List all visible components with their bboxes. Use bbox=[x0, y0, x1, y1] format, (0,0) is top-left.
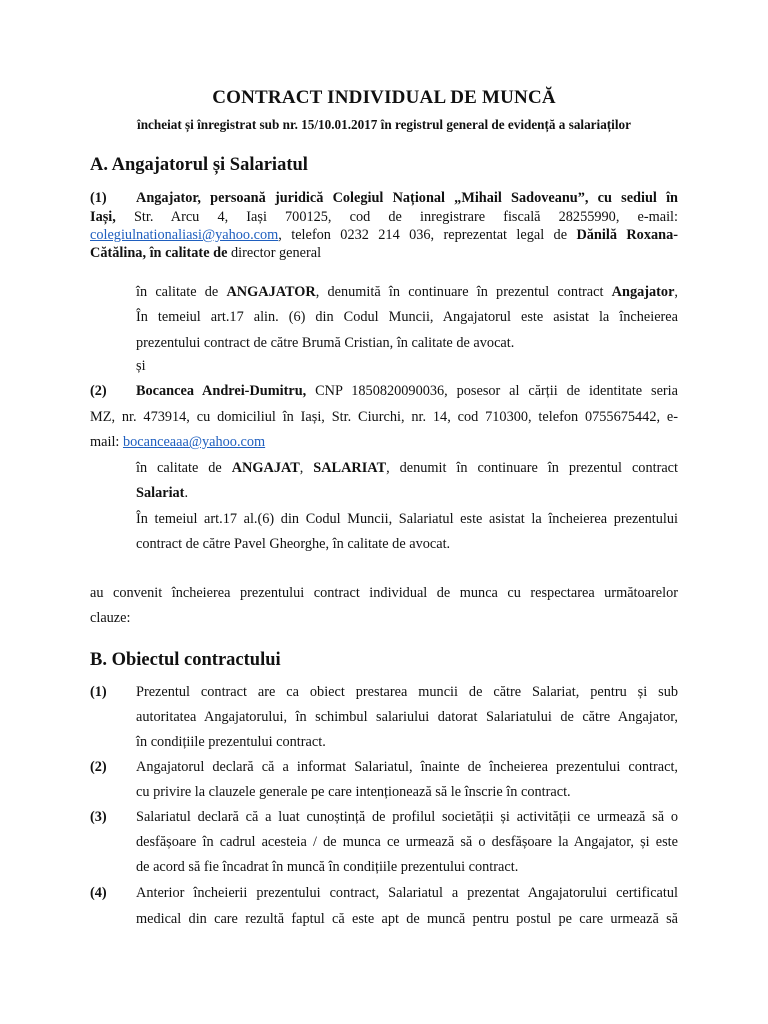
clause-b3-line-2: desfășoare în cadrul acesteia / de munca ce urmează să o desfășoare la Angajator, și este bbox=[136, 834, 678, 850]
clause-a2-number: (2) bbox=[90, 383, 107, 399]
clause-a2-line-1 bbox=[136, 383, 678, 400]
clause-a1-line-1 bbox=[136, 190, 678, 207]
section-a-heading: A. Angajatorul și Salariatul bbox=[90, 155, 308, 175]
clause-b1-line-1: Prezentul contract are ca obiect prestarea muncii de către Salariat, pentru și sub bbox=[136, 684, 678, 700]
employer-phone-text: , telefon 0232 214 036, reprezentat legal de bbox=[278, 227, 577, 243]
legal-representative-name-cont: Cătălina bbox=[90, 245, 143, 261]
employer-role-keyword: ANGAJATOR bbox=[226, 284, 316, 300]
agreement-line-1: au convenit încheierea prezentului contract individual de munca cu respectarea următoarelor bbox=[90, 585, 678, 601]
clause-b1-line-3: în condițiile prezentului contract. bbox=[136, 734, 326, 750]
clause-b4-line-1: Anterior încheierii prezentului contract, Salariatul a prezentat Angajatorului certificatul bbox=[136, 885, 678, 901]
employee-email-link[interactable]: bocanceaaa@yahoo.com bbox=[122, 434, 266, 450]
employer-assist-line-1: În temeiul art.17 alin. (6) din Codul Muncii, Angajatorul este asistat la încheierea bbox=[136, 309, 678, 325]
employee-name: Bocancea Andrei-Dumitru, bbox=[136, 383, 307, 399]
employer-address: Str. Arcu 4, Iași 700125, cod de inregistrare fiscală 28255990, e-mail: bbox=[115, 209, 678, 225]
employee-role-text-1: în calitate de bbox=[136, 460, 232, 476]
document-subtitle: încheiat și înregistrat sub nr. 15/10.01.2017 în registrul general de evidență a salariaților bbox=[137, 117, 631, 132]
employer-role-text-3: , bbox=[674, 284, 678, 300]
employer-identity: Angajator, persoană juridică Colegiul Național „Mihail Sadoveanu”, cu sediul în bbox=[136, 190, 678, 206]
clause-a2-line-2: MZ, nr. 473914, cu domiciliul în Iași, Str. Ciurchi, nr. 14, cod 710300, telefon 0755675442, e- bbox=[90, 409, 678, 425]
employee-short-name: Salariat bbox=[136, 485, 185, 501]
clause-b1-number: (1) bbox=[90, 684, 107, 700]
employee-role-text-2: , bbox=[299, 460, 314, 476]
clause-a1-line-3 bbox=[90, 227, 678, 244]
employer-short-name: Angajator bbox=[611, 284, 675, 300]
clause-b2-line-1: Angajatorul declară că a informat Salariatul, înainte de încheierea prezentului contract, bbox=[136, 759, 678, 775]
agreement-line-2: clauze: bbox=[90, 610, 131, 626]
employee-role-text-4: . bbox=[184, 485, 189, 501]
employer-role-text-2: , denumită în continuare în prezentul contract bbox=[315, 284, 612, 300]
clause-a2-line-3 bbox=[90, 434, 265, 451]
clause-a1-line-2 bbox=[90, 209, 678, 226]
clause-b3-line-1: Salariatul declară că a luat cunoștință de profilul societății și activității ce urmează să o bbox=[136, 809, 678, 825]
employer-role-line bbox=[136, 284, 678, 301]
clause-a1-number: (1) bbox=[90, 190, 107, 206]
clause-b2-line-2: cu privire la clauzele generale pe care intenționează să le înscrie în contract. bbox=[136, 784, 571, 800]
employer-assist-line-2: prezentului contract de către Brumă Cristian, în calitate de avocat. bbox=[136, 335, 515, 351]
representative-role: director general bbox=[227, 245, 322, 261]
employee-role-line-2 bbox=[136, 485, 188, 502]
conjunction-and: și bbox=[136, 358, 146, 374]
clause-a1-line-4 bbox=[90, 245, 321, 262]
employee-role-keyword-2: SALARIAT bbox=[313, 460, 387, 476]
employee-id-text: CNP 1850820090036, posesor al cărții de identitate seria bbox=[306, 383, 678, 399]
clause-b1-line-2: autoritatea Angajatorului, în schimbul salariului datorat Salariatului de către Angajator, bbox=[136, 709, 678, 725]
clause-b3-number: (3) bbox=[90, 809, 107, 825]
clause-b4-number: (4) bbox=[90, 885, 107, 901]
document-title: CONTRACT INDIVIDUAL DE MUNCĂ bbox=[212, 87, 556, 108]
employer-city: Iași, bbox=[90, 209, 116, 225]
employee-assist-line-2: contract de către Pavel Gheorghe, în calitate de avocat. bbox=[136, 536, 451, 552]
clause-b4-line-2: medical din care rezultă faptul că este apt de muncă pentru postul pe care urmează să bbox=[136, 911, 678, 927]
employee-role-text-3: , denumit în continuare în prezentul contract bbox=[386, 460, 678, 476]
employee-email-label: mail: bbox=[90, 434, 123, 450]
legal-representative-name: Dănilă Roxana- bbox=[576, 227, 678, 243]
employee-assist-line-1: În temeiul art.17 al.(6) din Codul Muncii, Salariatul este asistat la încheierea prezentului bbox=[136, 511, 678, 527]
section-b-heading: B. Obiectul contractului bbox=[90, 650, 281, 670]
representative-role-label: , în calitate de bbox=[142, 245, 228, 261]
clause-b2-number: (2) bbox=[90, 759, 107, 775]
employer-email-link[interactable]: colegiulnationaliasi@yahoo.com bbox=[90, 227, 279, 243]
employer-role-text-1: în calitate de bbox=[136, 284, 227, 300]
clause-b3-line-3: de acord să fie încadrat în muncă în condițiile prezentului contract. bbox=[136, 859, 519, 875]
employee-role-line-1 bbox=[136, 460, 678, 477]
employee-role-keyword-1: ANGAJAT bbox=[231, 460, 300, 476]
